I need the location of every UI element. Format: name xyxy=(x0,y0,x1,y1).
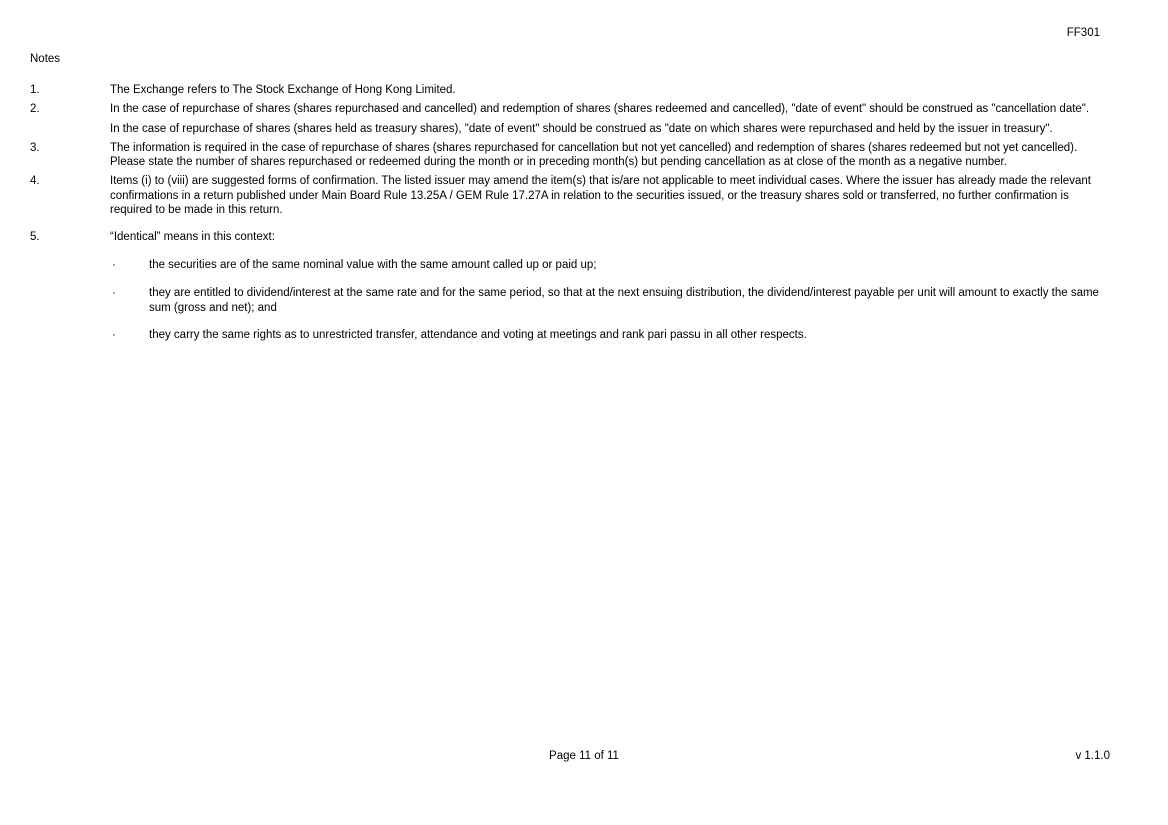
note-number: 1. xyxy=(30,84,40,96)
note-paragraph: Items (i) to (viii) are suggested forms of confirmation. The listed issuer may amend the item(s) that is/are not applicable to meet individual cases. Where the issuer has already made the relevant confirmations in a return published under Main Board Rule 13.25A / GEM Rule 17.27A in relation to the securities issued, or the treasury shares sold or transferred, no further confirmation is required to be made in this return. xyxy=(110,174,1091,217)
bullet-text: they are entitled to dividend/interest at the same rate and for the same period, so that at the next ensuing distribution, the dividend/interest payable per unit will amount to exactly the same sum (gross and net); and xyxy=(149,286,1099,314)
bullet-text: the securities are of the same nominal value with the same amount called up or paid up; xyxy=(149,259,597,272)
note-paragraph: “Identical” means in this context: xyxy=(110,230,275,243)
note-item xyxy=(30,174,1105,218)
bullet-marker: · xyxy=(112,329,116,342)
note-body xyxy=(110,230,1105,356)
note-body xyxy=(110,174,1105,218)
note-body xyxy=(110,83,1105,98)
notes-list xyxy=(30,83,1105,360)
list-item xyxy=(110,328,1105,343)
bullet-marker: · xyxy=(112,286,116,299)
list-item xyxy=(110,258,1105,273)
note-item xyxy=(30,230,1105,356)
note-item xyxy=(30,141,1105,170)
note-body xyxy=(110,141,1105,170)
note-item xyxy=(30,83,1105,98)
bullet-text: they carry the same rights as to unrestricted transfer, attendance and voting at meetings and rank pari passu in all other respects. xyxy=(149,329,807,342)
form-code: FF301 xyxy=(1066,27,1100,39)
note-number: 2. xyxy=(30,102,40,115)
list-item xyxy=(110,286,1105,315)
footer-page-number: Page 11 of 11 xyxy=(549,750,619,762)
note-bullet-list xyxy=(110,258,1105,342)
note-paragraph: The Exchange refers to The Stock Exchange of Hong Kong Limited. xyxy=(110,84,456,96)
note-paragraph: The information is required in the case of repurchase of shares (shares repurchased for cancellation but not yet cancelled) and redemption of shares (shares redeemed but not yet cancelled). Please state the number of shares repurchased or redeemed during the month or in preceding month(s) but pending cancellation as at close of the month as a negative number. xyxy=(110,141,1078,169)
note-number: 3. xyxy=(30,141,40,154)
note-paragraph: In the case of repurchase of shares (shares repurchased and cancelled) and redemption of shares (shares redeemed and cancelled), "date of event" should be construed as "cancellation date". xyxy=(110,102,1090,115)
footer-version: v 1.1.0 xyxy=(1075,750,1110,762)
note-body xyxy=(110,102,1105,137)
notes-heading: Notes xyxy=(30,53,61,65)
note-number: 5. xyxy=(30,230,40,243)
note-item xyxy=(30,102,1105,137)
bullet-marker: · xyxy=(112,259,116,272)
note-number: 4. xyxy=(30,174,40,187)
note-paragraph: In the case of repurchase of shares (shares held as treasury shares), "date of event" should be construed as "date on which shares were repurchased and held by the issuer in treasury". xyxy=(110,123,1053,136)
